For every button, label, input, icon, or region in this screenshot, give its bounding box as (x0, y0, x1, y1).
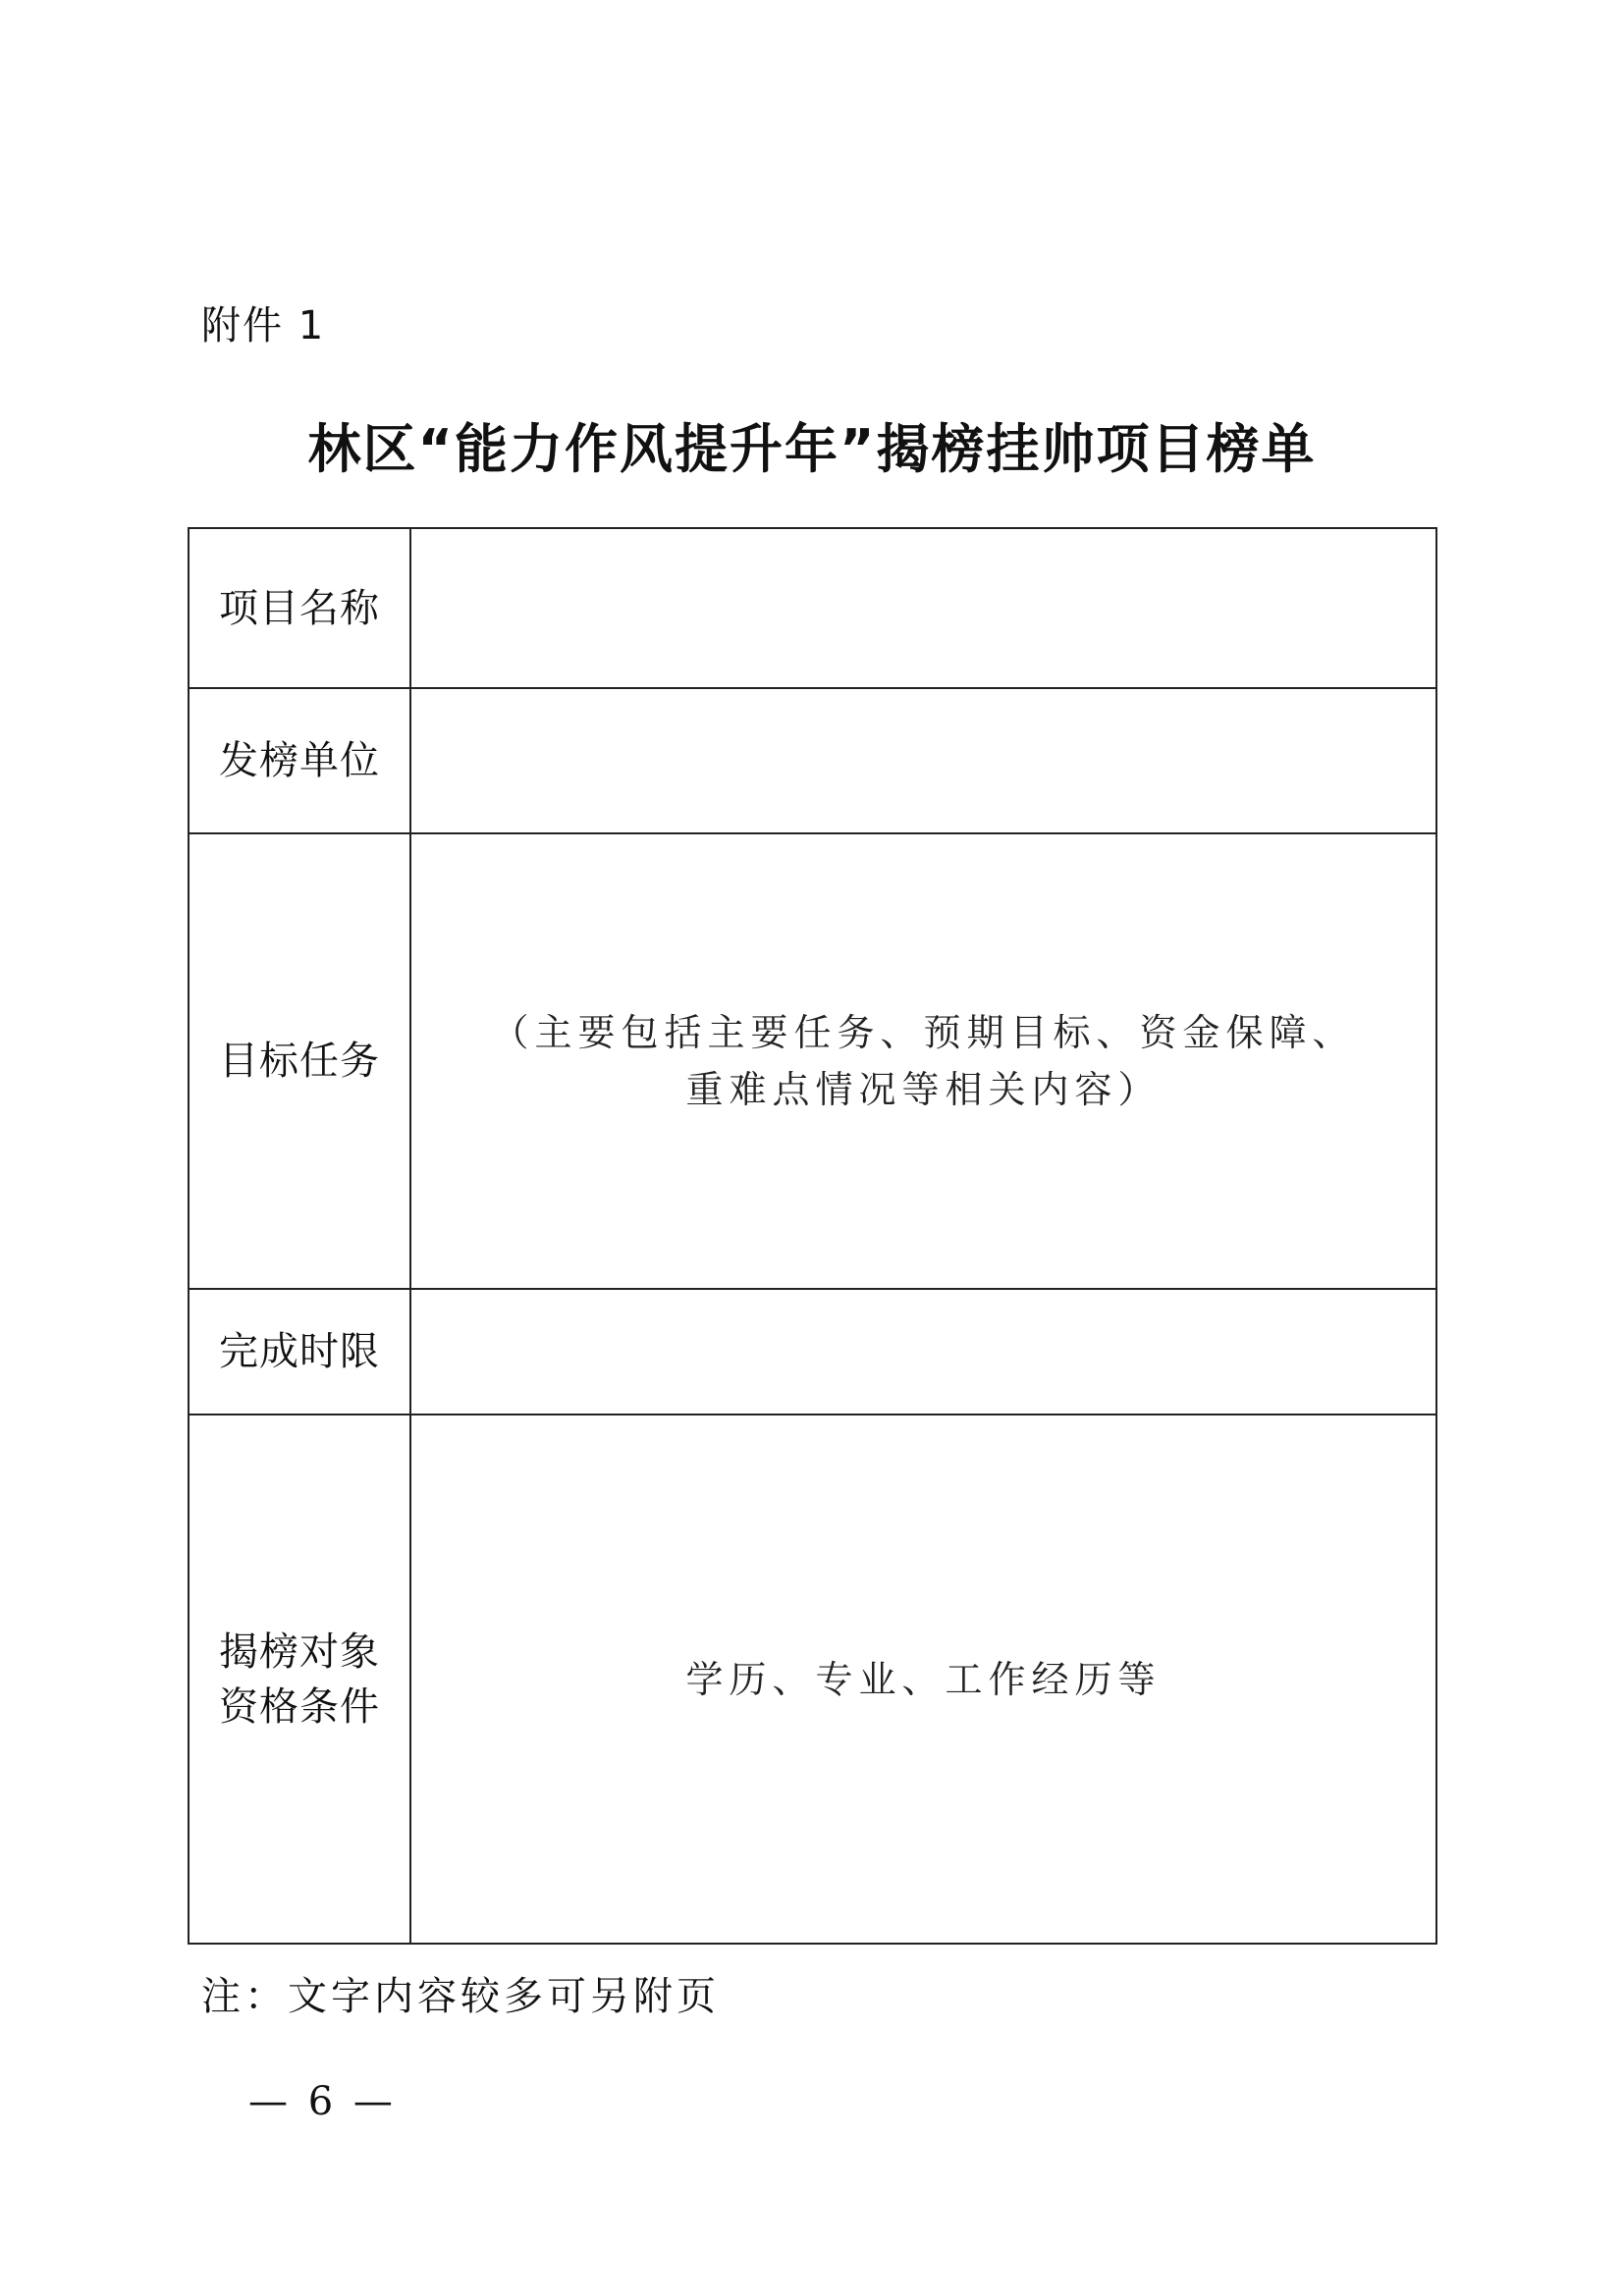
value-qualifications[interactable] (410, 1415, 1436, 1944)
value-project-name[interactable] (410, 528, 1436, 688)
form-row-qualifications (189, 1415, 1436, 1944)
hint-line: 学历、专业、工作经历等 (685, 1657, 1162, 1701)
attachment-label: 附件 1 (201, 303, 326, 348)
label-project-name (189, 528, 410, 688)
footnote: 注：文字内容较多可另附页 (201, 1974, 720, 2019)
form-row-target-tasks (189, 833, 1436, 1289)
form-row-issuing-unit (189, 688, 1436, 833)
label-line: 揭榜对象 (219, 1629, 380, 1675)
label-line: 资格条件 (219, 1683, 380, 1730)
value-issuing-unit[interactable] (410, 688, 1436, 833)
form-row-deadline (189, 1289, 1436, 1415)
label-issuing-unit (189, 688, 410, 833)
hint-line: （主要包括主要任务、预期目标、资金保障、 (491, 1011, 1356, 1054)
label-deadline (189, 1289, 410, 1415)
value-deadline[interactable] (410, 1289, 1436, 1415)
form-row-project-name (189, 528, 1436, 688)
label-line: 发榜单位 (219, 738, 380, 783)
project-form-table (188, 527, 1437, 1945)
label-line: 项目名称 (219, 585, 380, 631)
label-line: 完成时限 (219, 1329, 380, 1374)
page-number: — 6 — (248, 2079, 397, 2124)
label-qualifications (189, 1415, 410, 1944)
label-line: 目标任务 (219, 1039, 380, 1084)
document-title: 林区“能力作风提升年”揭榜挂帅项目榜单 (307, 418, 1317, 480)
hint-line: 重难点情况等相关内容） (685, 1068, 1162, 1111)
value-target-tasks[interactable] (410, 833, 1436, 1289)
label-target-tasks (189, 833, 410, 1289)
